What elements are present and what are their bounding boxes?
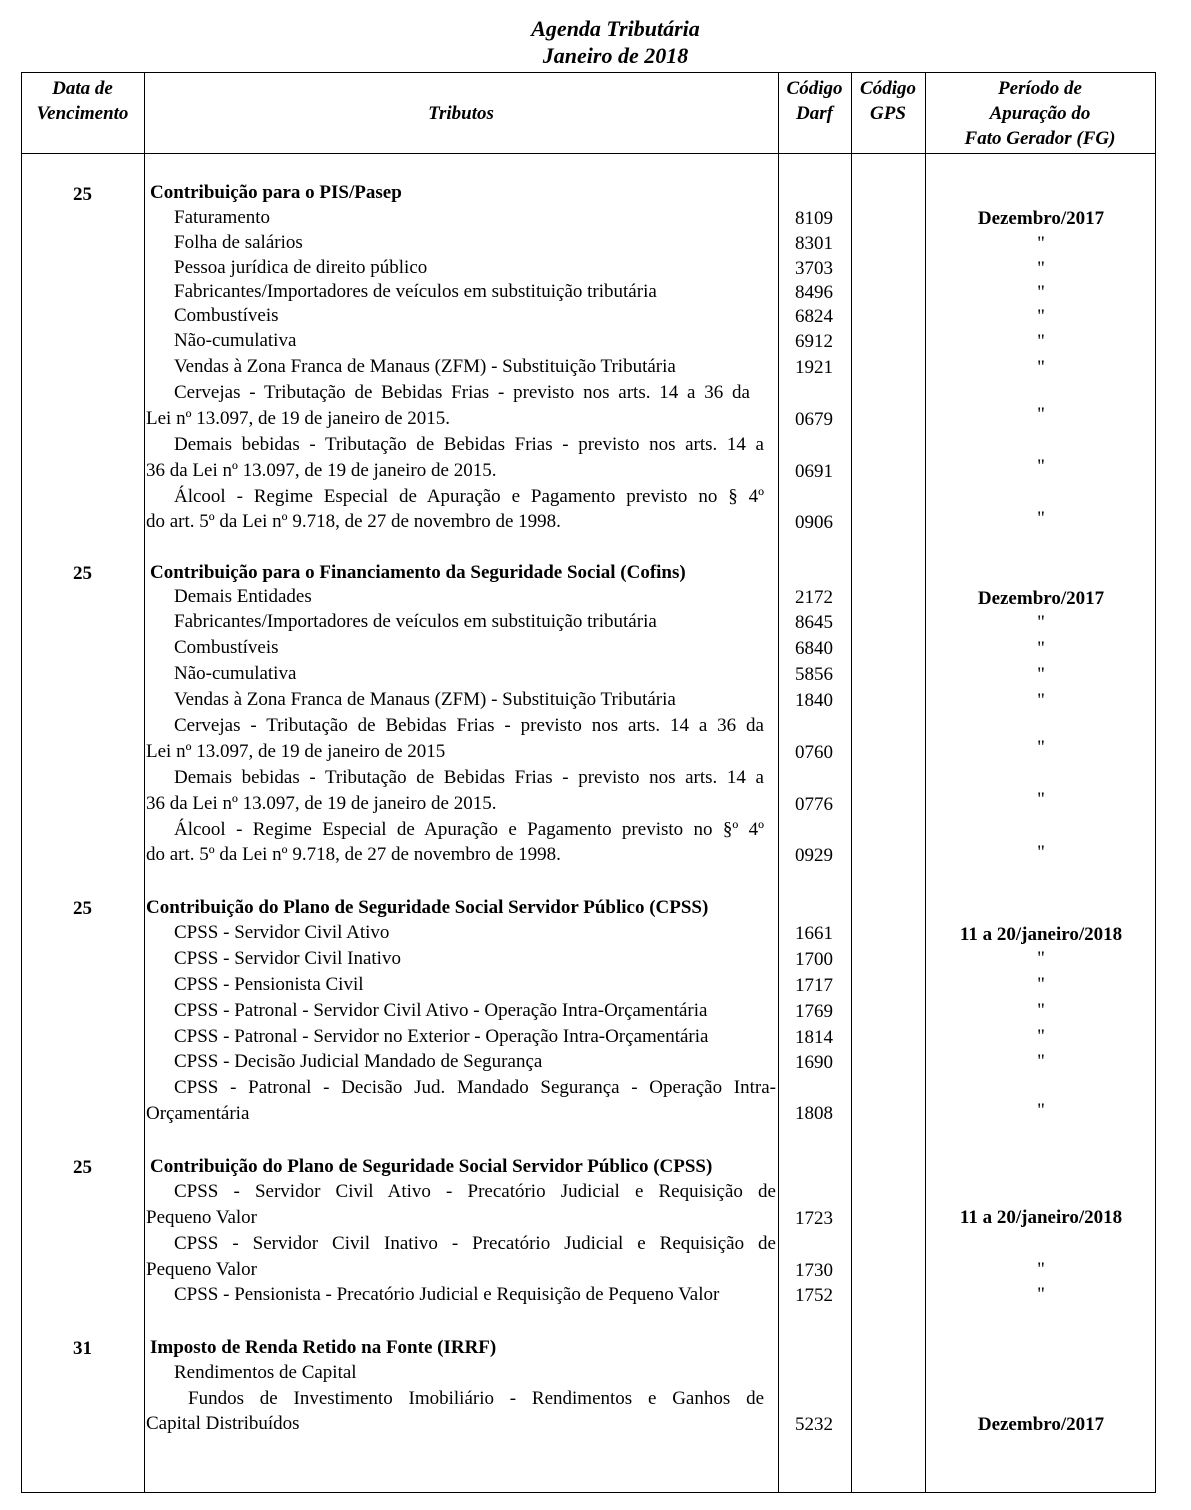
darf-code: 6824 (795, 306, 833, 327)
header-text: Data de (52, 78, 113, 99)
due-date: 25 (73, 184, 92, 205)
period: " (1037, 1259, 1045, 1280)
due-date: 31 (73, 1338, 92, 1359)
section-title: Imposto de Renda Retido na Fonte (IRRF) (150, 1337, 497, 1358)
due-date: 25 (73, 1157, 92, 1178)
period: " (1037, 1026, 1045, 1047)
tax-item: Cervejas - Tributação de Bebidas Frias - previsto nos arts. 14 a 36 da (174, 382, 750, 403)
darf-code: 5232 (795, 1414, 833, 1435)
tax-item: Fabricantes/Importadores de veículos em substituição tributária (174, 611, 657, 632)
header-codigo-darf (778, 76, 851, 126)
section-title: Contribuição para o Financiamento da Seguridade Social (Cofins) (150, 562, 686, 583)
darf-code: 0760 (795, 742, 833, 763)
period: " (1037, 1051, 1045, 1072)
tax-item-continuation: Lei nº 13.097, de 19 de janeiro de 2015. (146, 408, 451, 429)
darf-code: 1808 (795, 1103, 833, 1124)
darf-code: 1690 (795, 1052, 833, 1073)
tax-item-continuation: 36 da Lei nº 13.097, de 19 de janeiro de 2015. (146, 460, 497, 481)
period: " (1037, 1100, 1045, 1121)
page-title: Agenda Tributária (531, 16, 700, 41)
table-left-border (21, 72, 22, 1493)
tax-item: Não-cumulativa (174, 330, 297, 351)
header-text: Código (786, 78, 843, 99)
header-text: Darf (796, 103, 833, 124)
darf-code: 0929 (795, 845, 833, 866)
header-tributos: Tributos (428, 103, 494, 124)
darf-code: 1723 (795, 1208, 833, 1229)
tax-item: Álcool - Regime Especial de Apuração e Pagamento previsto no §º 4º (174, 819, 764, 840)
tax-item-continuation: Capital Distribuídos (146, 1413, 300, 1434)
due-date: 25 (73, 898, 92, 919)
darf-code: 5856 (795, 664, 833, 685)
tax-item-continuation: 36 da Lei nº 13.097, de 19 de janeiro de 2015. (146, 793, 497, 814)
tax-item: Fundos de Investimento Imobiliário - Rendimentos e Ganhos de (188, 1388, 764, 1409)
tax-item: CPSS - Servidor Civil Ativo (174, 922, 390, 943)
period: " (1037, 842, 1045, 863)
period: " (1037, 690, 1045, 711)
tax-item: CPSS - Servidor Civil Ativo - Precatório Judicial e Requisição de (174, 1181, 776, 1202)
tax-item: Combustíveis (174, 305, 279, 326)
period: " (1037, 737, 1045, 758)
header-codigo-gps (851, 76, 925, 126)
tax-item: Vendas à Zona Franca de Manaus (ZFM) - Substituição Tributária (174, 356, 676, 377)
darf-code: 8301 (795, 233, 833, 254)
header-periodo-apuracao (925, 76, 1155, 151)
tax-item: Demais Entidades (174, 586, 312, 607)
darf-code: 6912 (795, 331, 833, 352)
darf-code: 0679 (795, 409, 833, 430)
tax-item-continuation: do art. 5º da Lei nº 9.718, de 27 de novembro de 1998. (146, 844, 561, 865)
period: " (1037, 258, 1045, 279)
darf-code: 8496 (795, 282, 833, 303)
period: " (1037, 306, 1045, 327)
darf-code: 8645 (795, 612, 833, 633)
table-top-border (21, 72, 1155, 73)
darf-code: 1717 (795, 975, 833, 996)
darf-code: 6840 (795, 638, 833, 659)
darf-code: 1730 (795, 1260, 833, 1281)
due-date: 25 (73, 563, 92, 584)
column-divider (851, 72, 852, 1493)
tax-item: Pessoa jurídica de direito público (174, 257, 428, 278)
darf-code: 8109 (795, 208, 833, 229)
tax-item: CPSS - Pensionista Civil (174, 974, 364, 995)
section-title: Contribuição do Plano de Seguridade Social Servidor Público (CPSS) (146, 897, 709, 918)
period: " (1037, 1000, 1045, 1021)
page-subtitle: Janeiro de 2018 (542, 43, 689, 68)
period: Dezembro/2017 (977, 588, 1105, 609)
tax-item: Fabricantes/Importadores de veículos em substituição tributária (174, 281, 657, 302)
period: " (1037, 1284, 1045, 1305)
tax-item: Rendimentos de Capital (174, 1362, 357, 1383)
darf-code: 2172 (795, 587, 833, 608)
darf-code: 1700 (795, 949, 833, 970)
header-text: GPS (870, 103, 906, 124)
period: 11 a 20/janeiro/2018 (959, 1207, 1123, 1228)
tax-item: CPSS - Decisão Judicial Mandado de Segurança (174, 1051, 543, 1072)
period: " (1037, 789, 1045, 810)
period: " (1037, 456, 1045, 477)
column-divider (144, 72, 145, 1493)
period: " (1037, 948, 1045, 969)
darf-code: 1661 (795, 923, 833, 944)
section-title: Contribuição do Plano de Seguridade Social Servidor Público (CPSS) (150, 1156, 713, 1177)
period: " (1037, 612, 1045, 633)
darf-code: 1921 (795, 357, 833, 378)
tax-item: Demais bebidas - Tributação de Bebidas Frias - previsto nos arts. 14 a (174, 767, 764, 788)
tax-item: Não-cumulativa (174, 663, 297, 684)
header-text: Código (860, 78, 916, 99)
header-text: Apuração do (989, 103, 1091, 124)
tax-item: CPSS - Patronal - Servidor no Exterior - Operação Intra-Orçamentária (174, 1026, 709, 1047)
period: " (1037, 331, 1045, 352)
period: Dezembro/2017 (977, 208, 1105, 229)
period: " (1037, 282, 1045, 303)
darf-code: 3703 (795, 258, 833, 279)
tax-item: CPSS - Servidor Civil Inativo - Precatório Judicial e Requisição de (174, 1233, 776, 1254)
period: " (1037, 404, 1045, 425)
darf-code: 0691 (795, 461, 833, 482)
period: " (1037, 638, 1045, 659)
section-title: Contribuição para o PIS/Pasep (150, 182, 402, 203)
period: Dezembro/2017 (977, 1414, 1105, 1435)
tax-item: Combustíveis (174, 637, 279, 658)
header-text: Vencimento (36, 103, 129, 124)
tax-item-continuation: Pequeno Valor (146, 1259, 257, 1280)
header-text: Fato Gerador (FG) (964, 128, 1116, 149)
darf-code: 1769 (795, 1001, 833, 1022)
tax-item-continuation: Lei nº 13.097, de 19 de janeiro de 2015 (146, 741, 446, 762)
tax-item-continuation: Orçamentária (146, 1103, 250, 1124)
table-bottom-border (21, 1492, 1155, 1493)
period: " (1037, 357, 1045, 378)
header-bottom-border (21, 153, 1155, 154)
darf-code: 0776 (795, 794, 833, 815)
tax-item: Álcool - Regime Especial de Apuração e Pagamento previsto no § 4º (174, 486, 764, 507)
darf-code: 0906 (795, 512, 833, 533)
tax-item: Vendas à Zona Franca de Manaus (ZFM) - Substituição Tributária (174, 689, 676, 710)
darf-code: 1752 (795, 1285, 833, 1306)
period: 11 a 20/janeiro/2018 (959, 924, 1123, 945)
tax-item-continuation: Pequeno Valor (146, 1207, 257, 1228)
darf-code: 1814 (795, 1027, 833, 1048)
tax-item-continuation: do art. 5º da Lei nº 9.718, de 27 de novembro de 1998. (146, 511, 561, 532)
tax-item: CPSS - Pensionista - Precatório Judicial e Requisição de Pequeno Valor (174, 1284, 720, 1305)
period: " (1037, 664, 1045, 685)
tax-item: CPSS - Patronal - Servidor Civil Ativo - Operação Intra-Orçamentária (174, 1000, 708, 1021)
header-text: Período de (998, 78, 1082, 99)
tax-item: Faturamento (174, 207, 271, 228)
darf-code: 1840 (795, 690, 833, 711)
tax-item: CPSS - Patronal - Decisão Jud. Mandado Segurança - Operação Intra- (174, 1077, 776, 1098)
period: " (1037, 508, 1045, 529)
tax-item: Folha de salários (174, 232, 303, 253)
tax-item: CPSS - Servidor Civil Inativo (174, 948, 401, 969)
tax-item: Cervejas - Tributação de Bebidas Frias - previsto nos arts. 14 a 36 da (174, 715, 764, 736)
header-data-vencimento (21, 76, 144, 126)
tax-item: Demais bebidas - Tributação de Bebidas Frias - previsto nos arts. 14 a (174, 434, 764, 455)
period: " (1037, 974, 1045, 995)
period: " (1037, 233, 1045, 254)
